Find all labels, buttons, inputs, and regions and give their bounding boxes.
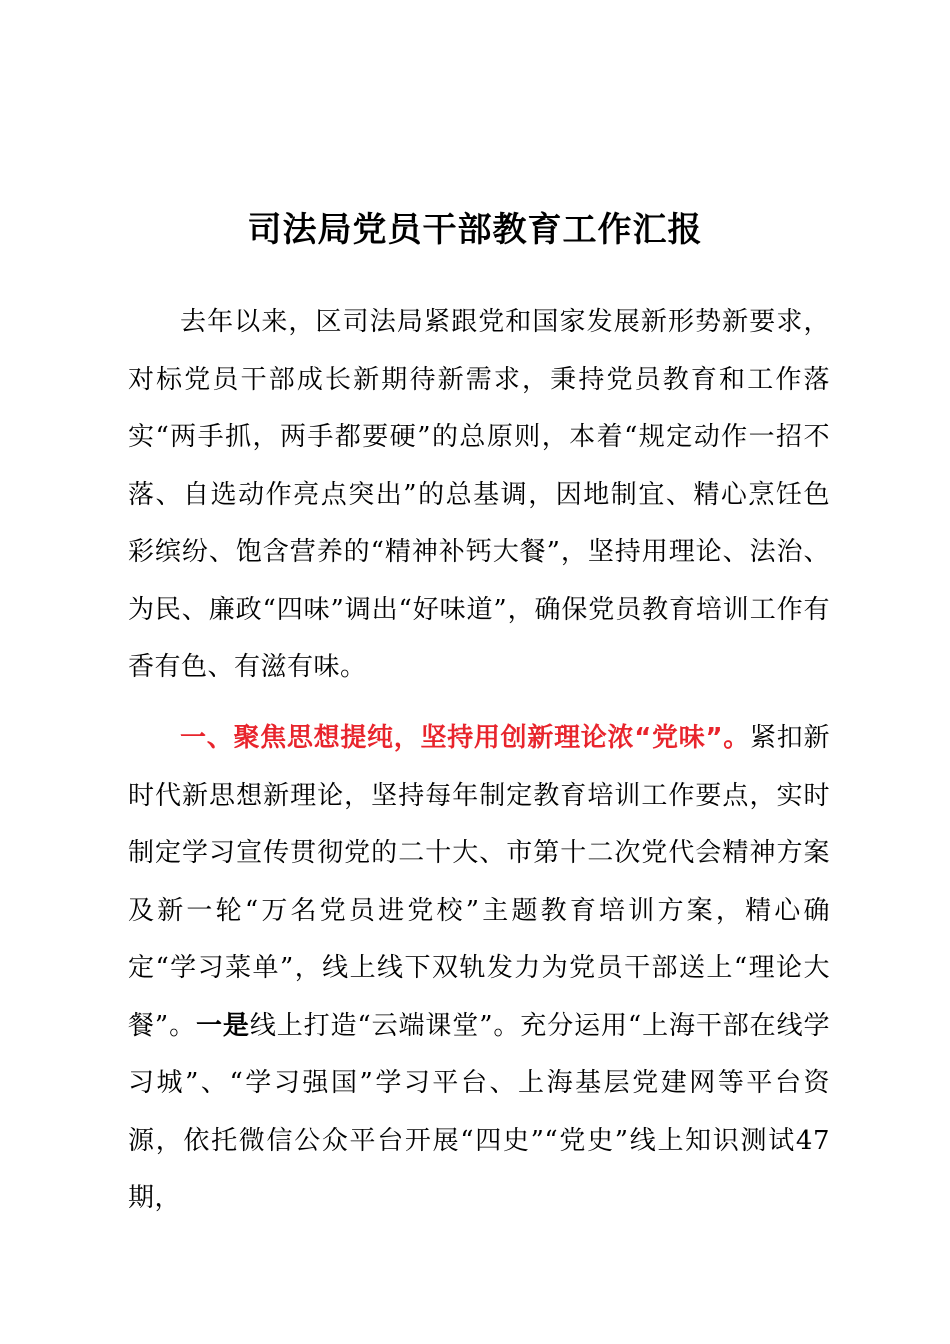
document-title: 司法局党员干部教育工作汇报: [247, 210, 703, 250]
section-1-text-a: 紧扣新时代新思想新理论，坚持每年制定教育培训工作要点，实时制定学习宣传贯彻党的二十大、市第十二次党代会精神方案及新一轮“万名党员进党校”主题教育培训方案，精心确定“学习菜单”，线上线下双轨发力为党员干部送上“理论大餐”。: [128, 723, 830, 1041]
section-1-paragraph: [128, 710, 830, 1228]
section-1-lead-1: 一是: [196, 1010, 250, 1041]
section-1-heading: 一、聚焦思想提纯，坚持用创新理论浓“党味”。: [180, 723, 751, 753]
intro-paragraph: 去年以来，区司法局紧跟党和国家发展新形势新要求，对标党员干部成长新期待新需求，秉持党员教育和工作落实“两手抓，两手都要硬”的总原则，本着“规定动作一招不落、自选动作亮点突出”的总基调，因地制宜、精心烹饪色彩缤纷、饱含营养的“精神补钙大餐”，坚持用理论、法治、为民、廉政“四味”调出“好味道”，确保党员教育培训工作有香有色、有滋有味。: [128, 307, 830, 682]
section-1-text-b: 线上打造“云端课堂”。充分运用“上海干部在线学习城”、“学习强国”学习平台、上海基层党建网等平台资源，依托微信公众平台开展“四史”“党史”线上知识测试47期，: [128, 1010, 830, 1213]
